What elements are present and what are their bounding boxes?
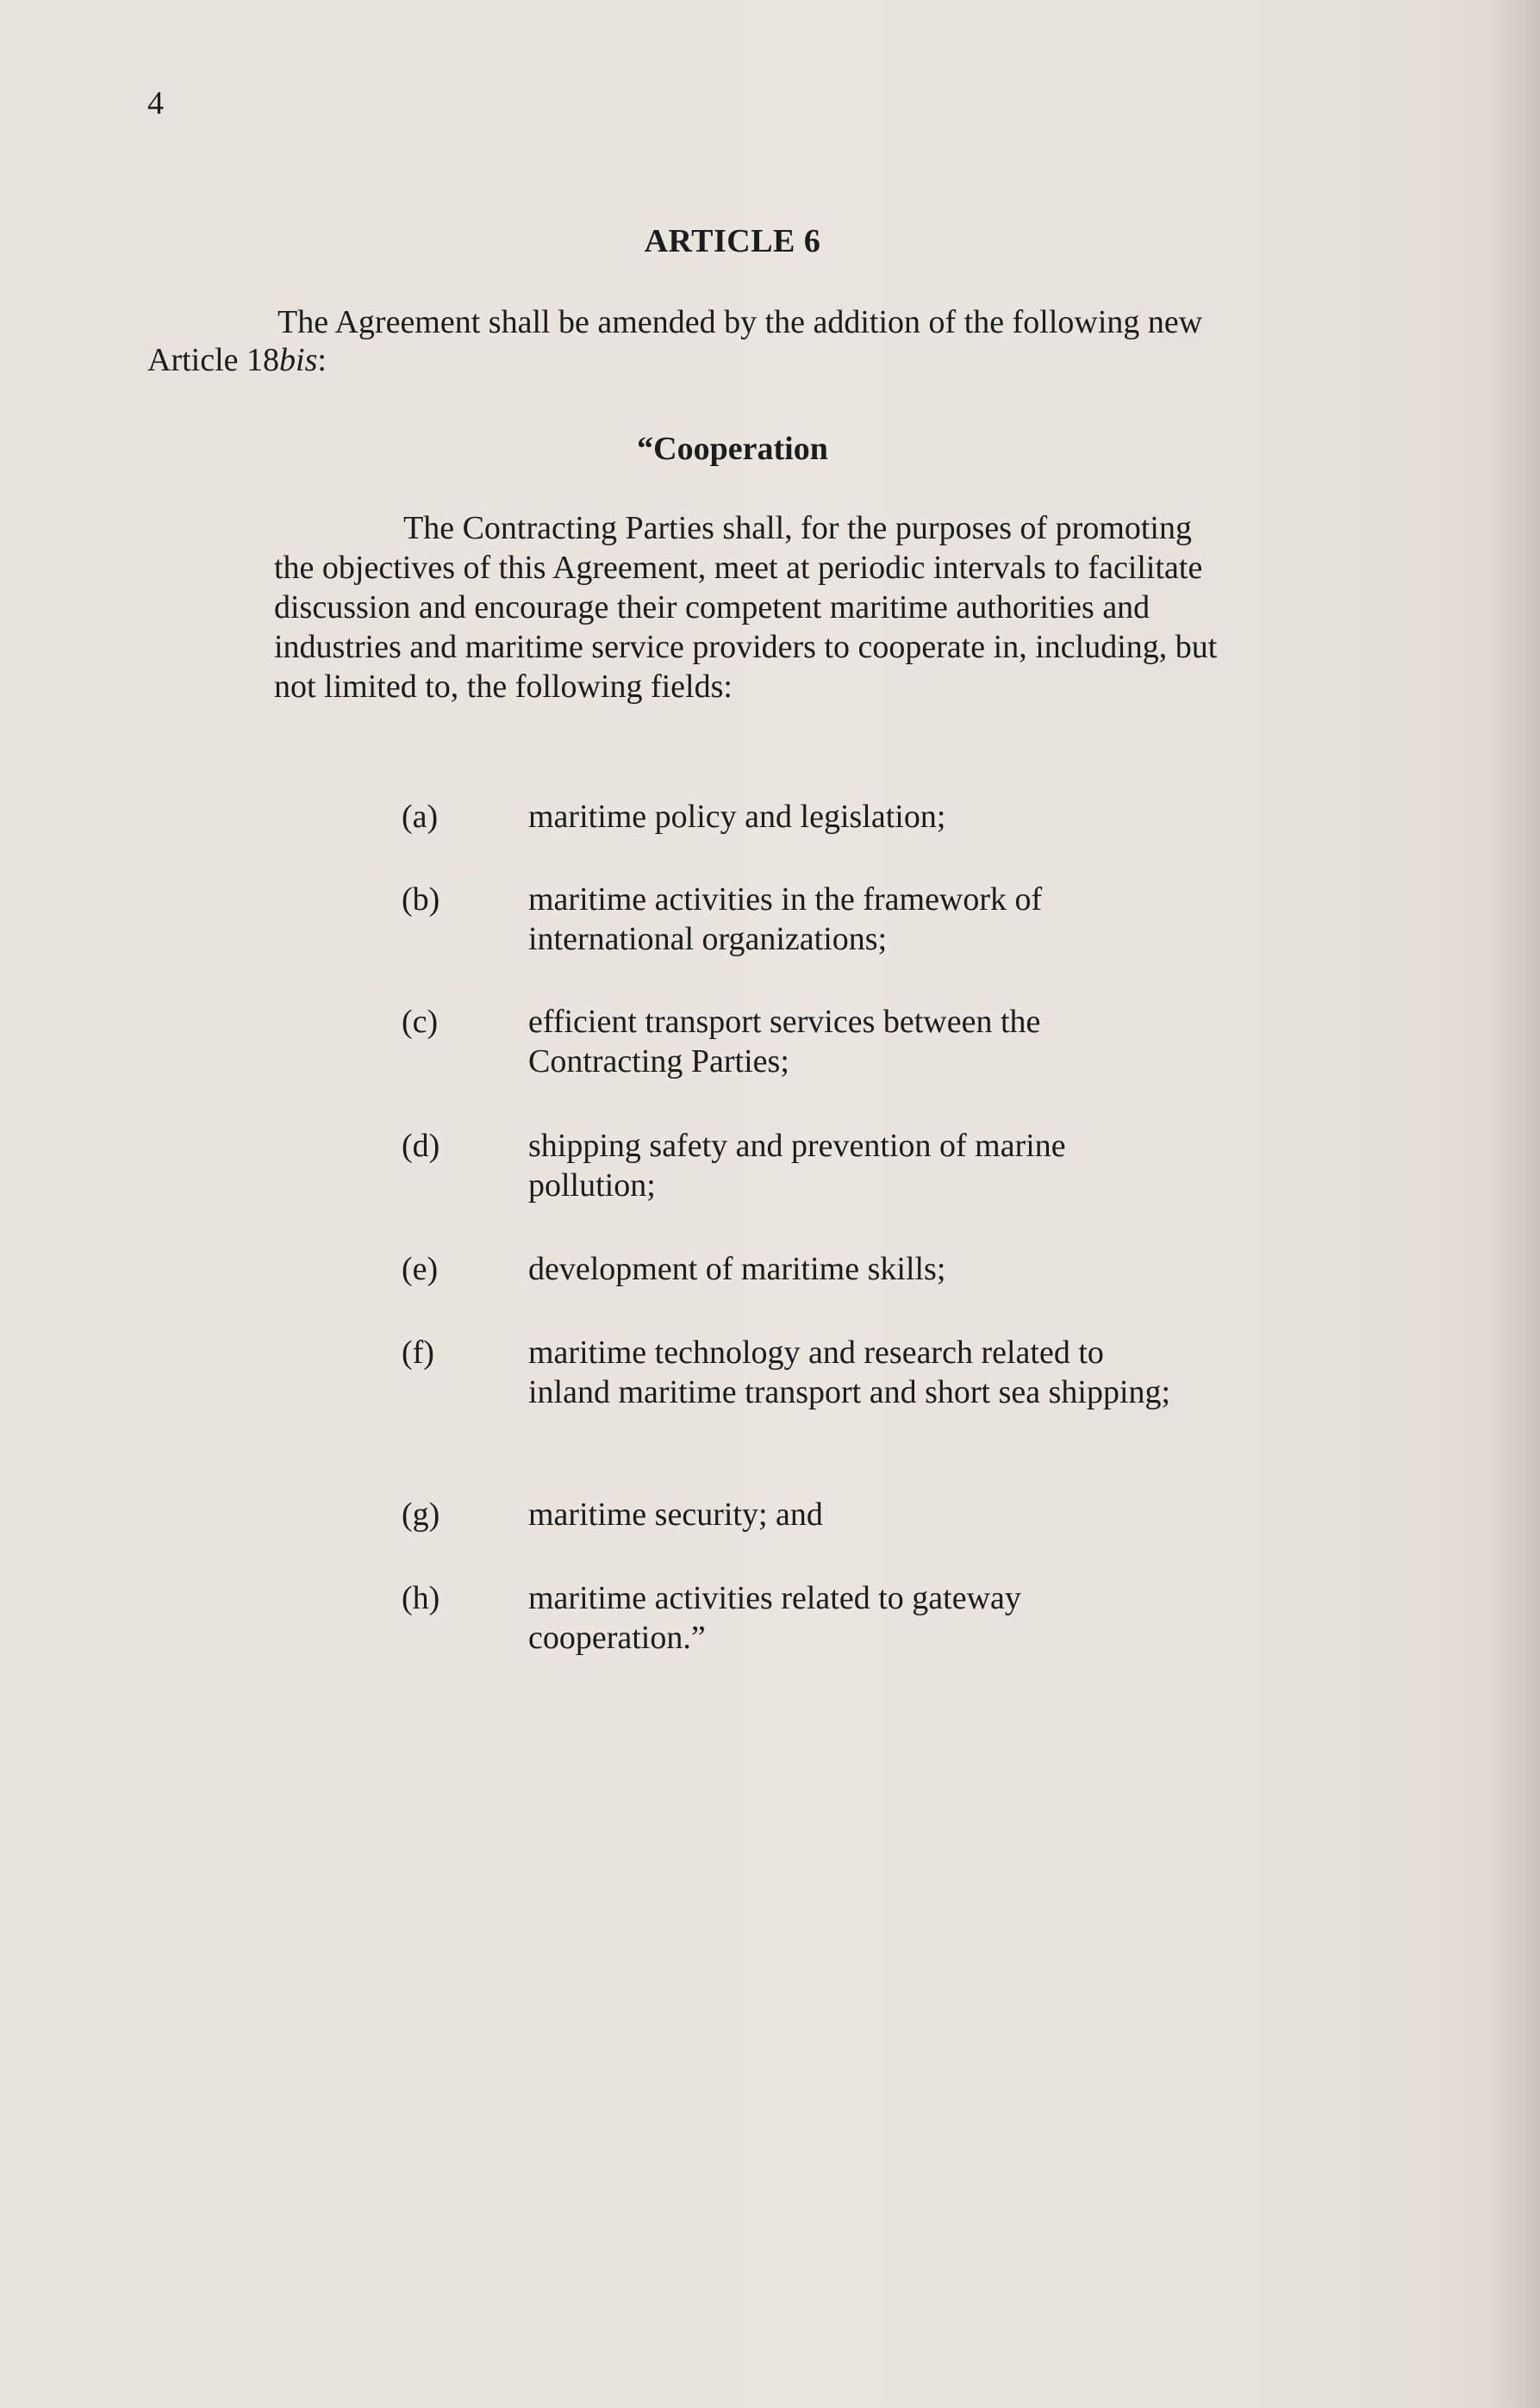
intro-line-2 <box>147 342 327 378</box>
list-item-text: maritime policy and legislation; <box>528 799 946 835</box>
page-gutter-shadow <box>1488 0 1540 2408</box>
list-item-label: (b) <box>402 881 440 918</box>
list-item-label: (h) <box>402 1580 440 1616</box>
intro-paragraph <box>147 303 1328 379</box>
page-number: 4 <box>147 85 164 121</box>
cooperation-paragraph-text: The Contracting Parties shall, for the purposes of promoting the objectives of this Agreement, meet at periodic intervals to facilitate discussion and encourage their competent maritime authorities and industries and maritime service providers to cooperate in, including, but not limited to, the following fields: <box>274 510 1218 705</box>
article-heading: ARTICLE 6 <box>644 223 821 259</box>
list-item-text: maritime security; and <box>528 1496 823 1533</box>
intro-bis: bis <box>279 342 318 378</box>
list-item-label: (f) <box>402 1335 434 1371</box>
intro-article-ref: Article 18 <box>147 342 280 378</box>
section-title: “Cooperation <box>637 431 828 467</box>
list-item-text: maritime activities related to gateway cooperation.” <box>528 1580 1021 1656</box>
list-item-label: (g) <box>402 1496 440 1533</box>
list-item-text: efficient transport services between the Contracting Parties; <box>528 1004 1041 1080</box>
list-item-label: (a) <box>402 799 439 835</box>
list-item-label: (c) <box>402 1004 439 1040</box>
list-item-label: (e) <box>402 1251 439 1287</box>
list-item-text: shipping safety and prevention of marine pollution; <box>528 1128 1066 1204</box>
intro-line-1: The Agreement shall be amended by the addition of the following new <box>277 304 1203 340</box>
list-item-text: maritime activities in the framework of international organizations; <box>528 881 1043 957</box>
list-item-label: (d) <box>402 1128 440 1164</box>
list-item-text: development of maritime skills; <box>528 1251 946 1287</box>
list-item-text: maritime technology and research related to inland maritime transport and short sea shipping; <box>528 1335 1171 1410</box>
cooperation-paragraph <box>274 508 1222 706</box>
intro-colon: : <box>317 342 327 378</box>
